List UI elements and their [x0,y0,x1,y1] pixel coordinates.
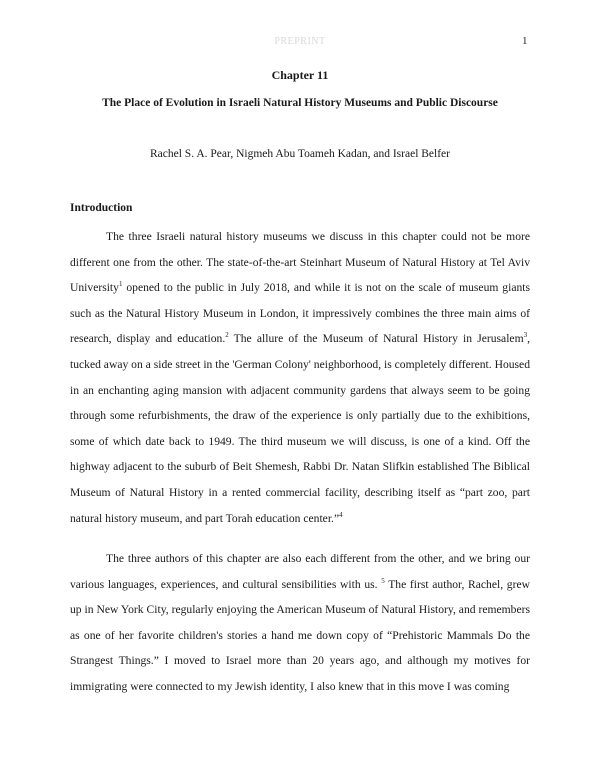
body-paragraph-1 [70,224,530,531]
body-paragraph-2 [70,546,530,700]
chapter-title: The Place of Evolution in Israeli Natural History Museums and Public Discourse [102,97,498,109]
paragraph-text: The allure of the Museum of Natural History in Jerusalem [228,332,524,346]
chapter-label: Chapter 11 [271,68,329,82]
footnote-ref-3[interactable]: 3 [523,331,528,340]
paragraph-text: The three Israeli natural history museums we discuss in this chapter could not be more different one from the other. The state-of-the-art Steinhart Museum of Natural History at Tel Aviv University [70,230,530,295]
preprint-watermark: PREPRINT [274,36,326,47]
paragraph-text: The three authors of this chapter are also each different from the other, and we bring our various languages, experiences, and cultural sensibilities with us. [70,552,530,591]
author-list: Rachel S. A. Pear, Nigmeh Abu Toameh Kadan, and Israel Belfer [150,148,450,160]
paragraph-text: opened to the public in July 2018, and while it is not on the scale of museum giants such as the Natural History Museum in London, it impressively combines the three main aims of research, display and education. [70,281,530,346]
paragraph-text: The first author, Rachel, grew up in New York City, regularly enjoying the American Museum of Natural History, and remembers as one of her favorite children's stories a hand me down copy of “Prehistoric Mammals Do the Strangest Things.” I moved to Israel more than 20 years ago, and although my motives for immigrating were connected to my Jewish identity, I also knew that in this move I was coming [70,577,530,693]
page-number: 1 [522,35,528,47]
footnote-ref-4[interactable]: 4 [339,510,343,519]
footnote-ref-5[interactable]: 5 [381,576,385,585]
footnote-ref-2[interactable]: 2 [225,331,229,340]
footnote-ref-1[interactable]: 1 [118,280,123,289]
paragraph-text: , tucked away on a side street in the 'German Colony' neighborhood, is completely different. Housed in an enchanting aging mansion with adjacent community gardens that always seem to be going through some refurbishments, the draw of the experience is only partially due to the exhibitions, some of which date back to 1949. The third museum we will discuss, is one of a kind. Off the highway adjacent to the suburb of Beit Shemesh, Rabbi Dr. Natan Slifkin established The Biblical Museum of Natural History in a rented commercial facility, describing itself as “part zoo, part natural history museum, and part Torah education center.” [70,332,530,525]
section-heading-introduction: Introduction [70,202,133,214]
